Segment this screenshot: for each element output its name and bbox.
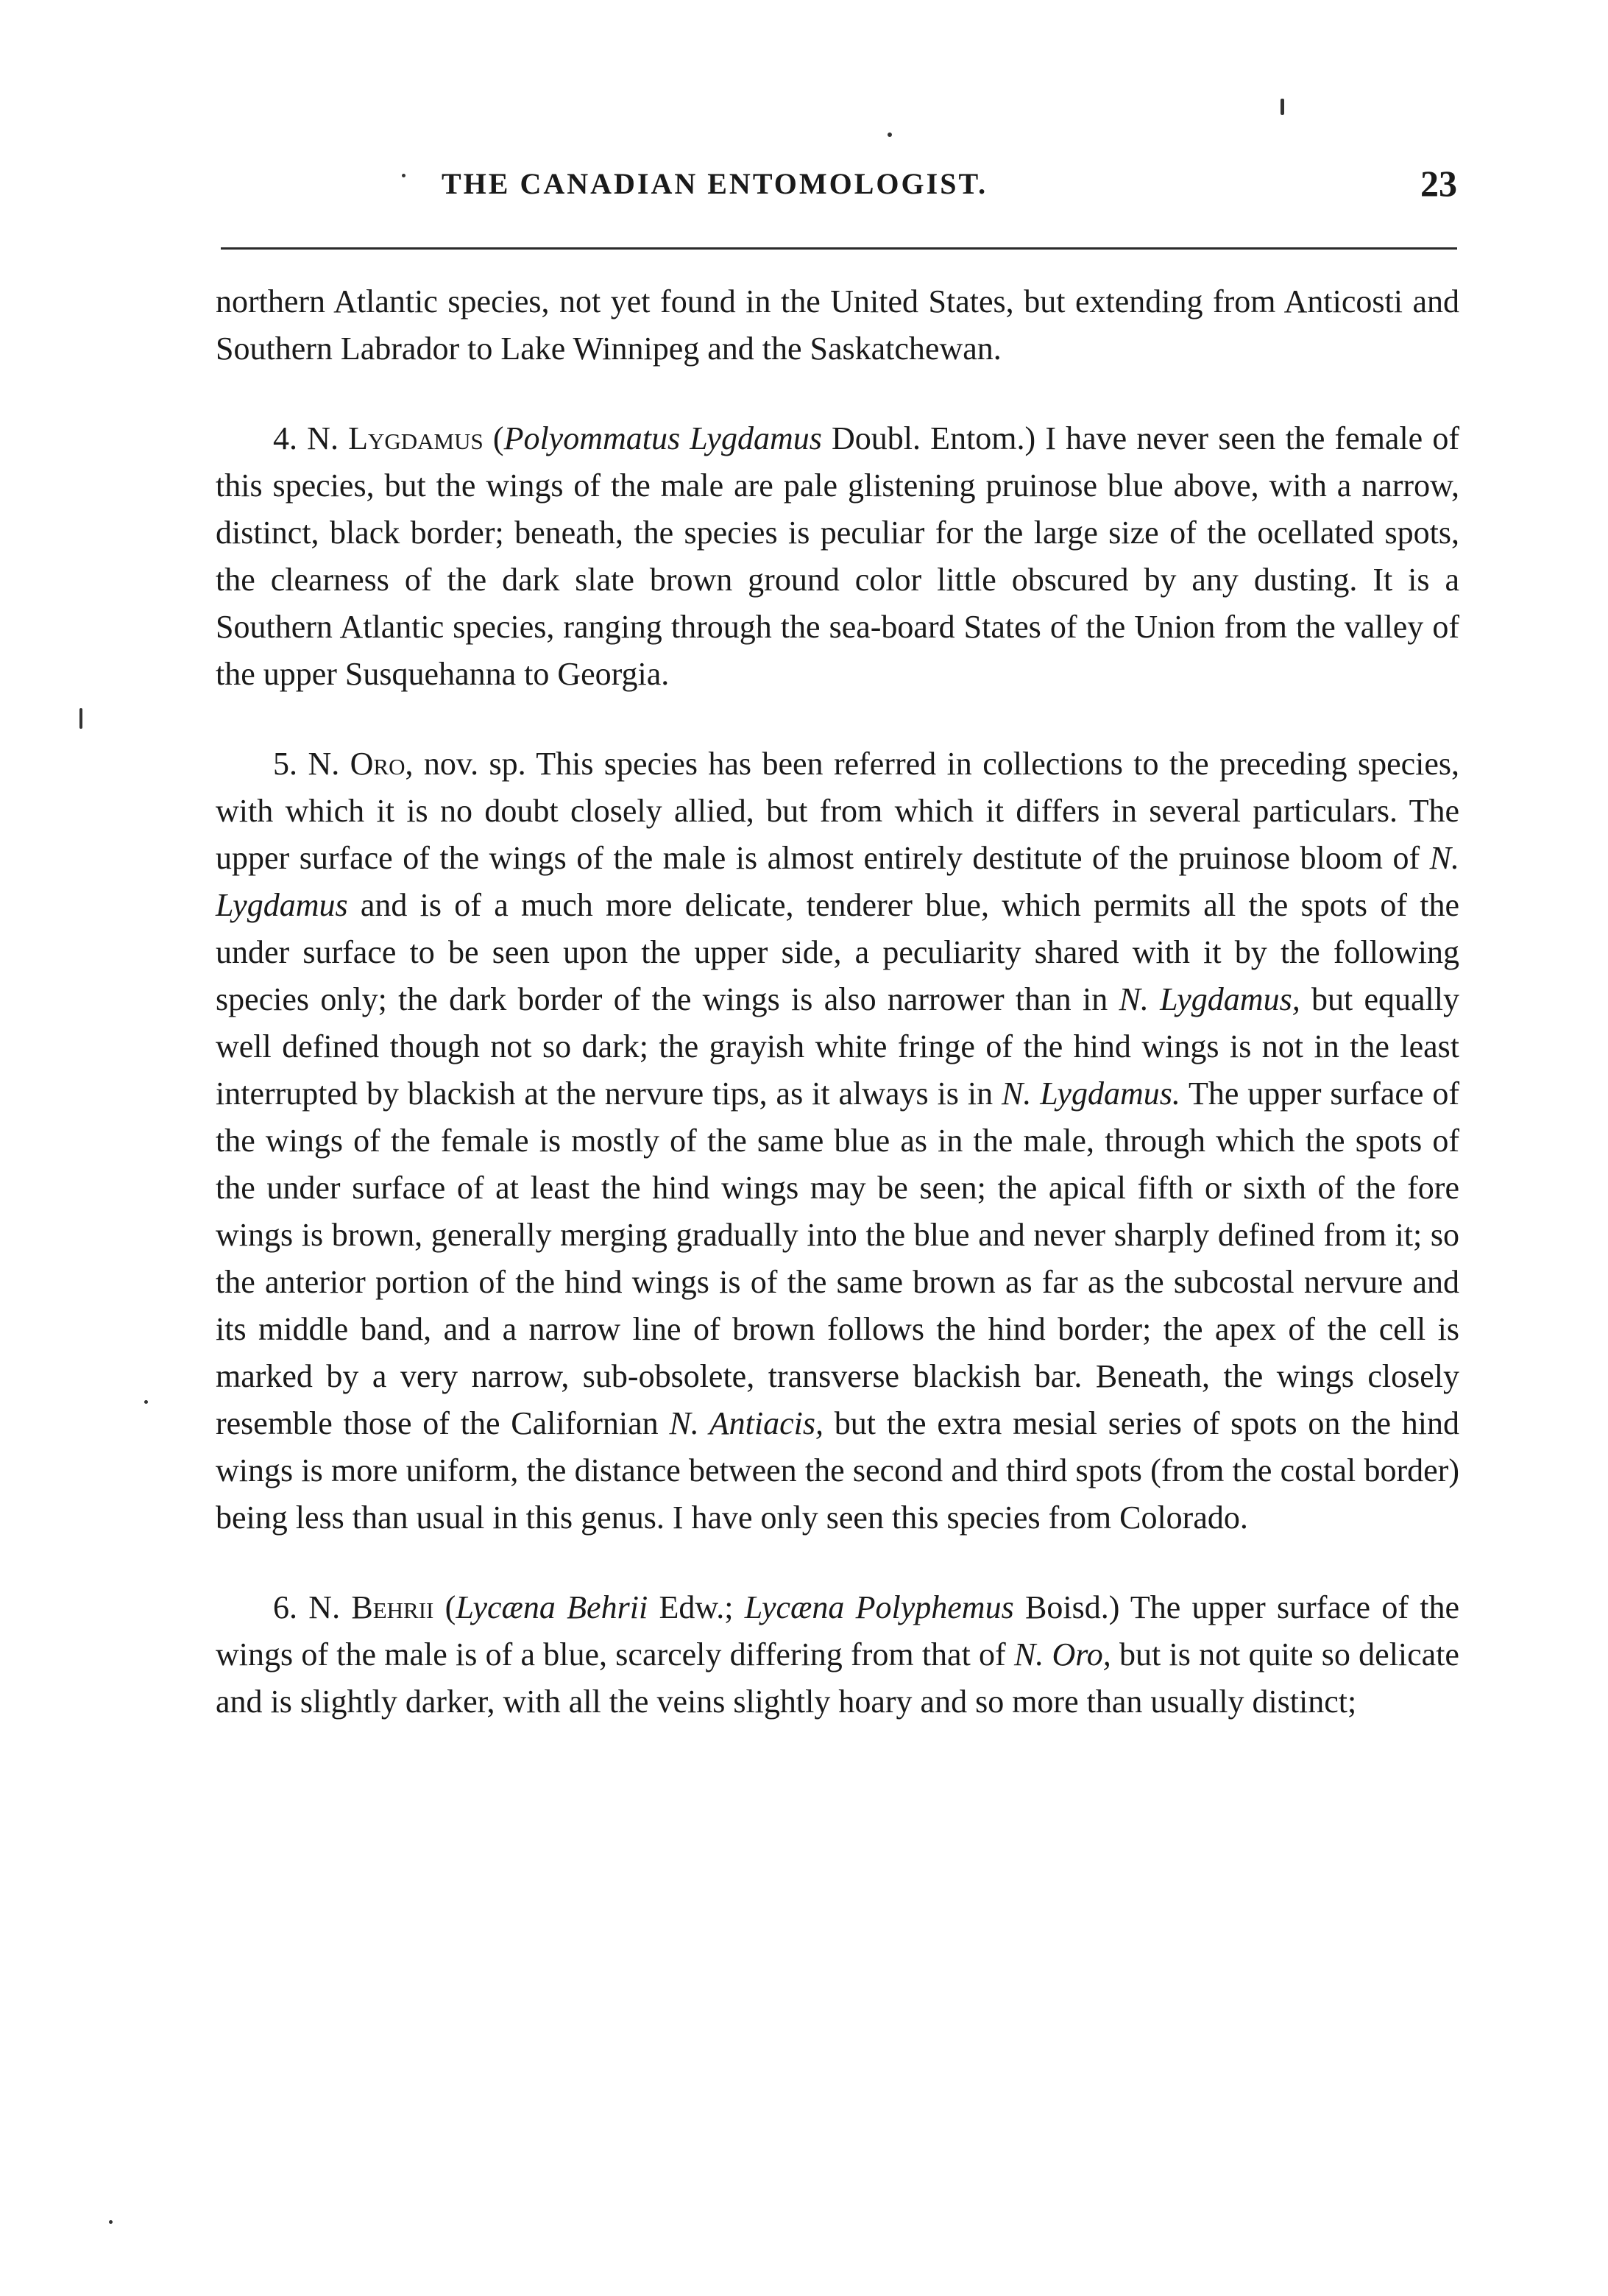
description-part: and is of a much more delicate, tenderer blue, which permits all the spots of the under surface to be seen upon the upper side, a peculiarity shared with it by the following species only; the dark border of the wings is also narrower than in (216, 887, 1459, 1017)
description-part: This species has been referred in collections to the preceding species, with which it is no doubt closely allied, but from which it differs in several particulars. The upper surface of the wings of the male is almost entirely destitute of the pruinose bloom of (216, 746, 1460, 876)
authority: Edw.; (648, 1589, 745, 1625)
scan-speck (109, 2220, 113, 2224)
description-part: The upper surface of the wings of the male is of a blue, scarcely differing from that of (216, 1589, 1460, 1672)
species-name: Lygdamus (348, 420, 484, 456)
paren: ( (444, 1589, 456, 1625)
description-part: The upper surface of the wings of the female is mostly of the same blue as in the male, through which the spots of the under surface of at least the hind wings may be seen; the apical fifth or sixth of the fore wings is brown, generally merging gradually into the blue and never sharply defined from it; so the anterior portion of the hind wings is of the same brown as far as the subcostal nervure and its middle band, and a narrow line of brown follows the hind border; the apex of the cell is marked by a very narrow, sub-obsolete, transverse blackish bar. Beneath, the wings closely resemble those of the Californian (216, 1075, 1459, 1441)
species-reference: N. Oro, (1013, 1636, 1111, 1672)
description-part: but equally well defined though not so dark; the grayish white fringe of the hind wings is not in the least interrupted by blackish at the nervure tips, as it always is in (216, 981, 1459, 1112)
body-text (216, 278, 1459, 1725)
scan-speck (402, 174, 405, 177)
genus-abbrev: N. (308, 746, 340, 782)
species-name: Behrii (351, 1589, 434, 1625)
synonym: Lycæna Polyphemus (744, 1589, 1014, 1625)
species-name: Oro (350, 746, 405, 782)
synonym: Lycæna Behrii (456, 1589, 648, 1625)
species-reference: N. Antiacis, (669, 1405, 824, 1441)
entry-number: 4. (273, 420, 297, 456)
species-reference: N. Lygdamus. (1002, 1075, 1180, 1112)
page-header (412, 163, 1457, 211)
species-entry-oro (216, 741, 1459, 1541)
description-part: but is not quite so delicate and is slightly darker, with all the veins slightly hoary and so more than usually distinct; (216, 1636, 1459, 1720)
header-rule (221, 247, 1457, 250)
species-reference: N. Lygdamus, (1119, 981, 1300, 1017)
scan-speck (888, 133, 892, 137)
entry-number: 6. (273, 1589, 297, 1625)
entry-description: I have never seen the female of this species, but the wings of the male are pale glistening pruinose blue above, with a narrow, distinct, black border; beneath, the species is peculiar for the large size of the ocellated spots, the clearness of the dark slate brown ground color little obscured by any dusting. It is a Southern Atlantic species, ranging through the sea-board States of the Union from the valley of the upper Susquehanna to Georgia. (216, 420, 1460, 692)
description-part: but the extra mesial series of spots on the hind wings is more uniform, the distance between the second and third spots (from the costal border) being less than usual in this genus. I have only seen this species from Colorado. (216, 1405, 1459, 1536)
species-entry-lygdamus (216, 415, 1459, 698)
genus-abbrev: N. (307, 420, 339, 456)
nov-sp: , nov. sp. (405, 746, 526, 782)
scan-speck (144, 1400, 148, 1404)
continuation-paragraph: northern Atlantic species, not yet found in the United States, but extending from Anticosti and Southern Labrador to Lake Winnipeg and the Saskatchewan. (216, 283, 1459, 367)
scan-speck (1281, 99, 1284, 115)
entry-number: 5. (273, 746, 297, 782)
scan-speck (79, 708, 82, 729)
paren: ( (492, 420, 504, 456)
species-entry-behrii (216, 1584, 1459, 1725)
synonym: Polyommatus Lygdamus (503, 420, 822, 456)
page-number: 23 (1420, 163, 1457, 204)
genus-abbrev: N. (308, 1589, 341, 1625)
authority: Boisd.) (1013, 1589, 1120, 1625)
running-title: THE CANADIAN ENTOMOLOGIST. (442, 167, 988, 200)
authority: Doubl. Entom.) (821, 420, 1036, 456)
species-reference: N. Lygdamus (216, 840, 1459, 923)
